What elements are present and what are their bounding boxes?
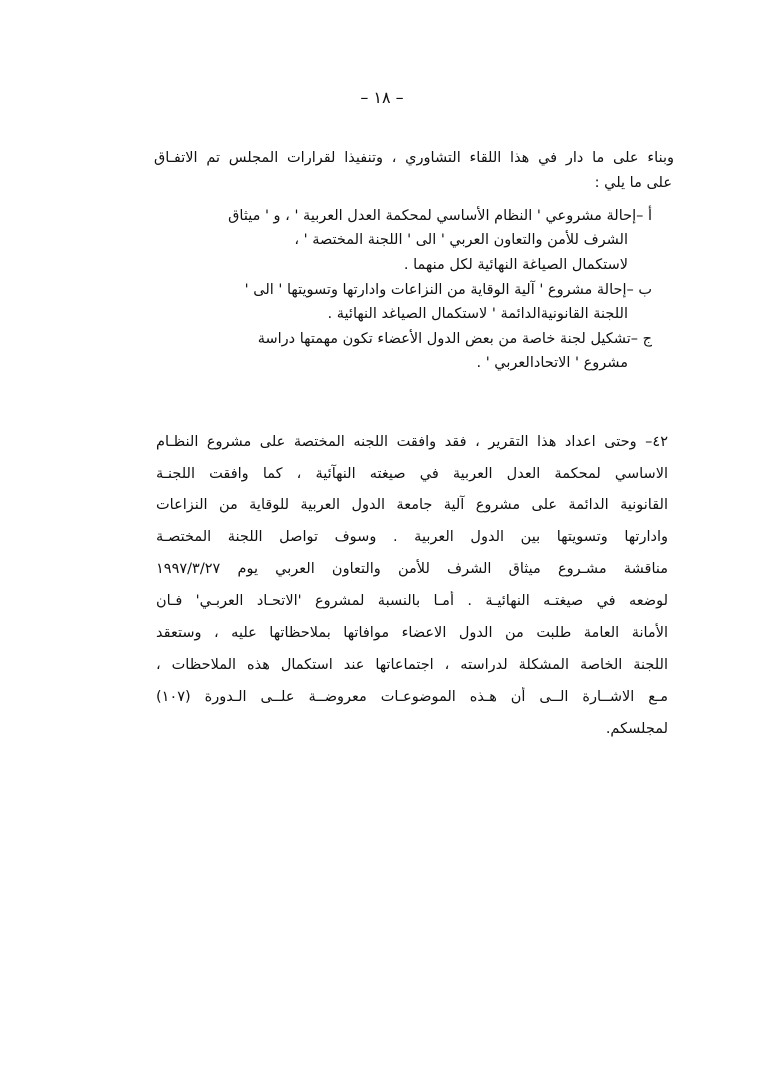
paragraph-line: الأمانة العامة طلبت من الدول الاعضاء موافاتها بملاحظاتها عليه ، وستعقد bbox=[156, 625, 668, 641]
paragraph-line: لمجلسكم. bbox=[605, 721, 668, 737]
intro-line: وبناء على ما دار في هذا اللقاء التشاوري ، وتنفيذا لقرارات المجلس تم الاتفـاق bbox=[154, 150, 674, 166]
paragraph-line: مناقشة مشـروع ميثاق الشرف للأمن والتعاون العربي يوم ١٩٩٧/٣/٢٧ bbox=[156, 561, 668, 577]
list-item-c: ج –تشكيل لجنة خاصة من بعض الدول الأعضاء تكون مهمتها دراسة bbox=[257, 331, 652, 347]
paragraph-line: القانونية الدائمة على مشروع آلية جامعة الدول العربية للوقاية من النزاعات bbox=[156, 497, 668, 513]
list-item-a-cont: الشرف للأمن والتعاون العربي ' الى ' اللجنة المختصة ' ، bbox=[294, 232, 628, 248]
paragraph-line: وادارتها وتسويتها بين الدول العربية . وسوف تواصل اللجنة المختصـة bbox=[156, 529, 668, 545]
paragraph-line: لوضعه في صيغتـه النهائيـة . أمـا بالنسبة لمشروع 'الاتحـاد العربـي' فـان bbox=[156, 593, 668, 609]
paragraph-line: اللجنة الخاصة المشكلة لدراسته ، اجتماعاتها عند استكمال هذه الملاحظات ، bbox=[156, 657, 668, 673]
intro-line: على ما يلي : bbox=[594, 175, 672, 191]
list-item-a: أ –إحالة مشروعي ' النظام الأساسي لمحكمة العدل العربية ' ، و ' ميثاق bbox=[228, 208, 652, 224]
paragraph-line: مـع الاشــارة الــى أن هـذه الموضوعـات معروضــة علــى الـدورة (١٠٧) bbox=[156, 689, 668, 705]
list-item-b: ب –إحالة مشروع ' آلية الوقاية من النزاعات وادارتها وتسويتها ' الى ' bbox=[244, 282, 652, 298]
page-number: – ١٨ – bbox=[360, 88, 404, 107]
list-item-a-cont: لاستكمال الصياغة النهائية لكل منهما . bbox=[403, 257, 628, 273]
list-item-c-cont: مشروع ' الاتحادالعربي ' . bbox=[476, 355, 628, 371]
list-item-b-cont: اللجنة القانونيةالدائمة ' لاستكمال الصياغد النهائية . bbox=[327, 306, 628, 322]
paragraph-line: ٤٢– وحتى اعداد هذا التقرير ، فقد وافقت اللجنه المختصة على مشروع النظـام bbox=[156, 434, 668, 450]
paragraph-line: الاساسي لمحكمة العدل العربية في صيغته النهآئية ، كما وافقت اللجنـة bbox=[156, 466, 668, 482]
